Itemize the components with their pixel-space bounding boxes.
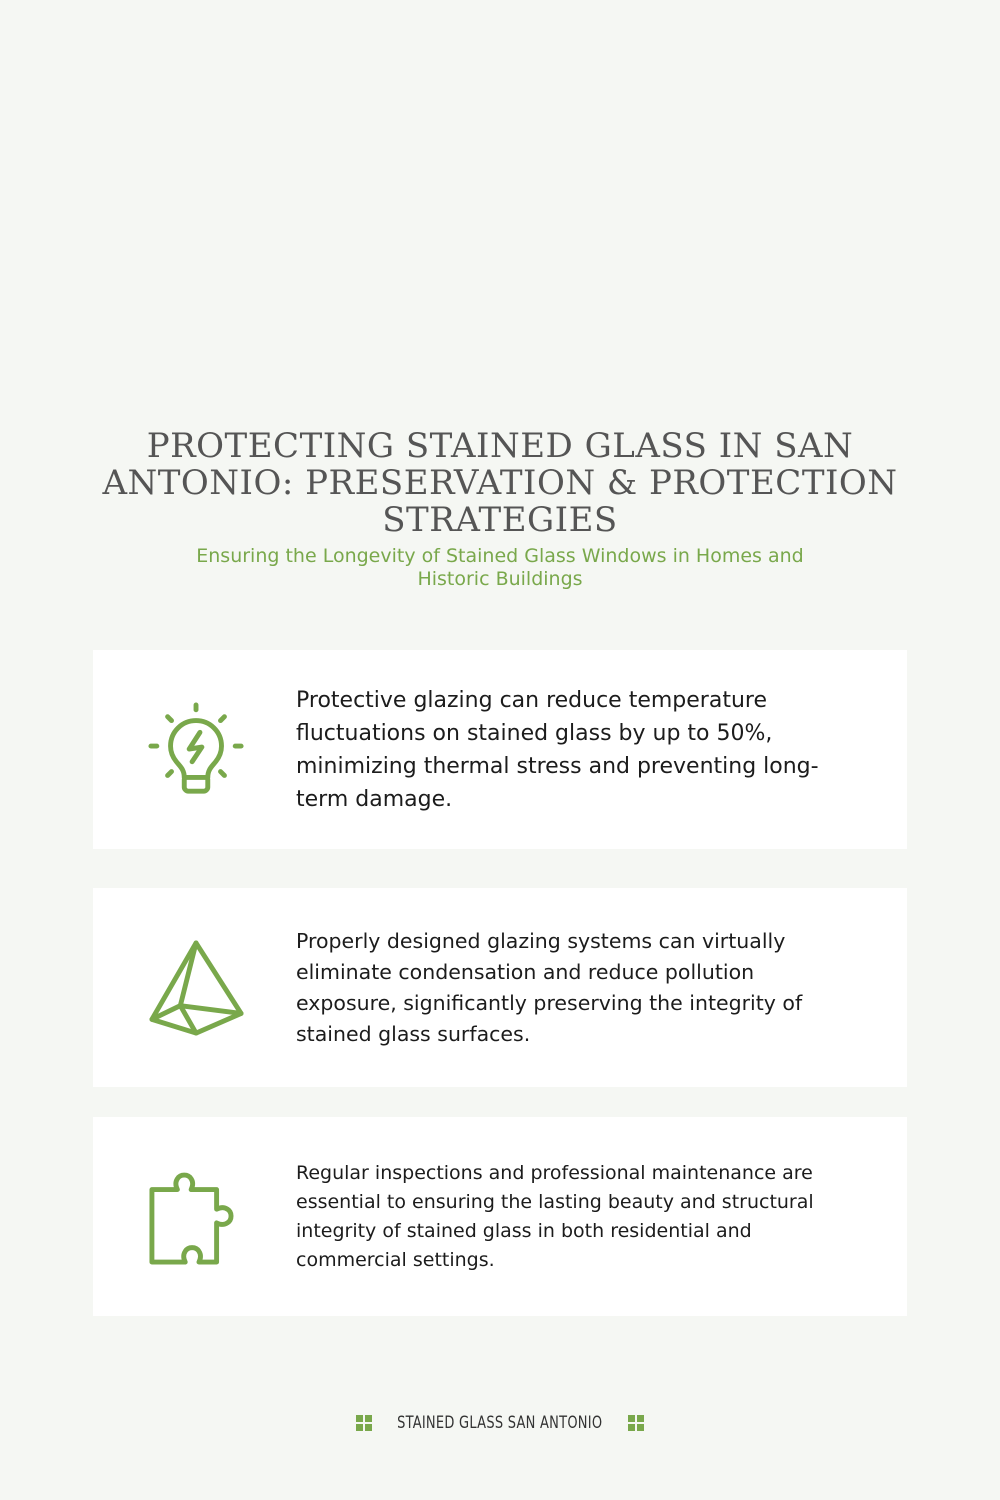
pyramid-icon — [148, 939, 246, 1037]
page-title: PROTECTING STAINED GLASS IN SAN ANTONIO: PRESERVATION & PROTECTION STRATEGIES — [102, 426, 898, 540]
page-subtitle: Ensuring the Longevity of Stained Glass Windows in Homes and Historic Buildings — [196, 545, 804, 590]
puzzle-piece-icon — [148, 1168, 246, 1266]
lightbulb-bolt-icon — [148, 701, 246, 799]
info-card-thermal — [93, 650, 907, 849]
card-text: Regular inspections and professional maintenance are essential to ensuring the lasting beauty and structural integrity of stained glass in both residential and commercial settings. — [296, 1161, 814, 1271]
footer-logo — [0, 1409, 1000, 1433]
header — [0, 428, 1000, 591]
card-text: Properly designed glazing systems can virtually eliminate condensation and reduce pollution exposure, significantly preserving the integrity of stained glass surfaces. — [296, 928, 803, 1046]
card-text: Protective glazing can reduce temperature fluctuations on stained glass by up to 50%, minimizing thermal stress and preventing long-term damage. — [296, 687, 819, 812]
brand-name: STAINED GLASS SAN ANTONIO — [397, 1413, 603, 1433]
window-grid-icon — [356, 1415, 372, 1431]
info-card-condensation — [93, 888, 907, 1087]
window-grid-icon — [628, 1415, 644, 1431]
info-card-maintenance — [93, 1117, 907, 1316]
